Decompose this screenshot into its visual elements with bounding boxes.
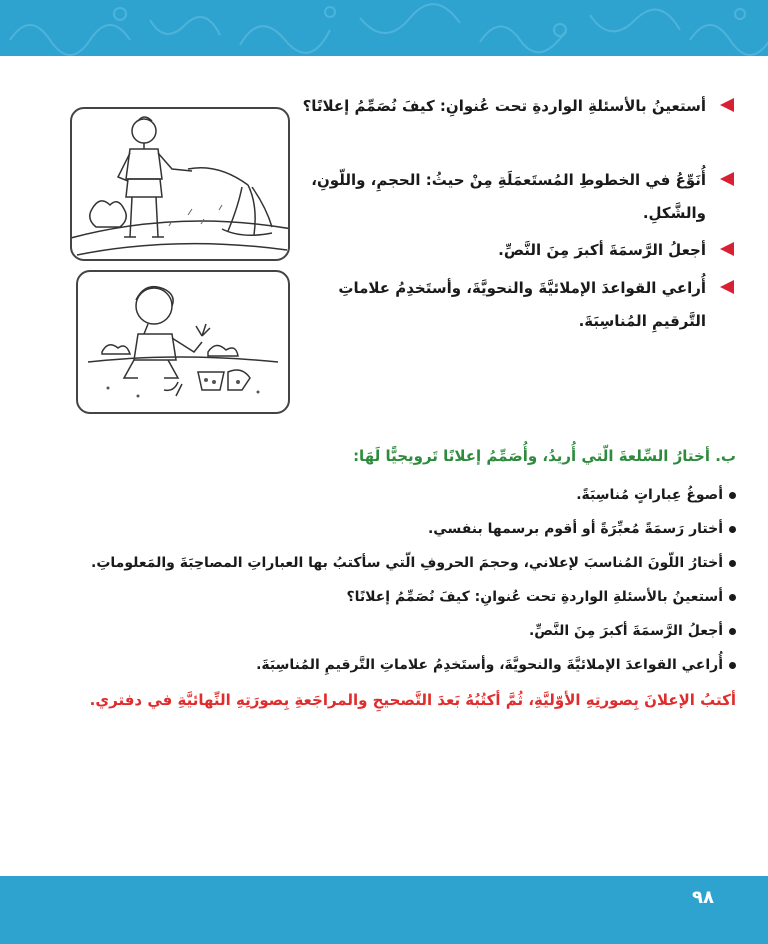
list-item	[40, 648, 736, 682]
bullet-text: أجعلُ الرَّسمَةَ أكبرَ مِنَ النَّصِّ.	[498, 241, 706, 259]
tips-bullet-list	[296, 90, 736, 342]
red-triangle-arrow-icon	[720, 242, 734, 256]
red-triangle-arrow-icon	[720, 98, 734, 112]
illustration-watering-man	[70, 107, 290, 261]
black-dot-icon	[729, 526, 736, 533]
band-pattern	[0, 0, 768, 56]
black-dot-icon	[729, 560, 736, 567]
list-item	[40, 580, 736, 614]
list-item-text: أختارُ اللّونَ المُناسبَ لإعلاني، وحجمَ الحروفِ الّتي سأكتبُ بها العباراتِ المصاحِبَةَ والمَعلوماتِ.	[91, 555, 723, 571]
red-triangle-arrow-icon	[720, 280, 734, 294]
black-dot-icon	[729, 492, 736, 499]
list-item	[40, 478, 736, 512]
list-item-text: أصوغُ عِباراتٍ مُناسِبَةً.	[576, 487, 723, 503]
list-item	[40, 614, 736, 648]
illustration-planting-boy	[76, 270, 290, 414]
bullet-item	[296, 234, 736, 272]
bullet-item	[296, 90, 736, 164]
watering-man-drawing	[72, 109, 288, 259]
list-item	[40, 512, 736, 546]
bullet-item	[296, 272, 736, 342]
list-item-text: أجعلُ الرَّسمَةَ أكبرَ مِنَ النَّصِّ.	[528, 623, 723, 639]
instruction-note: أكتبُ الإعلانَ بِصورتِهِ الأوّليَّةِ، ثُمَّ أكتُبُهُ بَعدَ التَّصحيحِ والمراجَعةِ بِصورَتِهِ النِّهائيَّةِ في دفتري.	[89, 691, 736, 709]
bullet-item	[296, 164, 736, 234]
top-decorative-band	[0, 0, 768, 56]
black-dot-icon	[729, 628, 736, 635]
page-number: ٩٨	[692, 887, 714, 908]
list-item-text: أُراعي القواعدَ الإملائيَّةَ والنحويَّةَ، وأستَخدِمُ علاماتِ التَّرقيمِ المُناسِبَةَ.	[256, 657, 723, 673]
bullet-text: أستعينُ بالأسئلةِ الواردةِ تحت عُنوانِ: كيفَ نُصَمِّمُ إعلانًا؟	[302, 97, 706, 115]
list-item-text: أختار رَسمَةً مُعبِّرَةً أو أقوم برسمها بنفسي.	[427, 521, 723, 537]
section-b-title: ب. أختارُ السِّلعةَ الّتي أُريدُ، وأُصَمِّمُ إعلانًا تَرويجيًّا لَهَا:	[353, 447, 736, 465]
black-dot-icon	[729, 662, 736, 669]
red-triangle-arrow-icon	[720, 172, 734, 186]
planting-boy-drawing	[78, 272, 288, 412]
list-item-text: أستعينُ بالأسئلةِ الواردةِ تحت عُنوانِ: كيفَ نُصَمِّمُ إعلانًا؟	[346, 589, 723, 605]
bullet-text: أُنَوِّعُ في الخطوطِ المُستَعمَلَةِ مِنْ حيثُ: الحجمِ، واللّونِ، والشَّكلِ.	[311, 171, 706, 222]
bullet-text: أُراعي القواعدَ الإملائيَّةَ والنحويَّةَ، وأستَخدِمُ علاماتِ التَّرقيمِ المُناسِبَةَ.	[338, 279, 706, 330]
black-dot-icon	[729, 594, 736, 601]
bottom-decorative-band	[0, 876, 768, 944]
section-b-list	[40, 478, 736, 682]
list-item	[40, 546, 736, 580]
